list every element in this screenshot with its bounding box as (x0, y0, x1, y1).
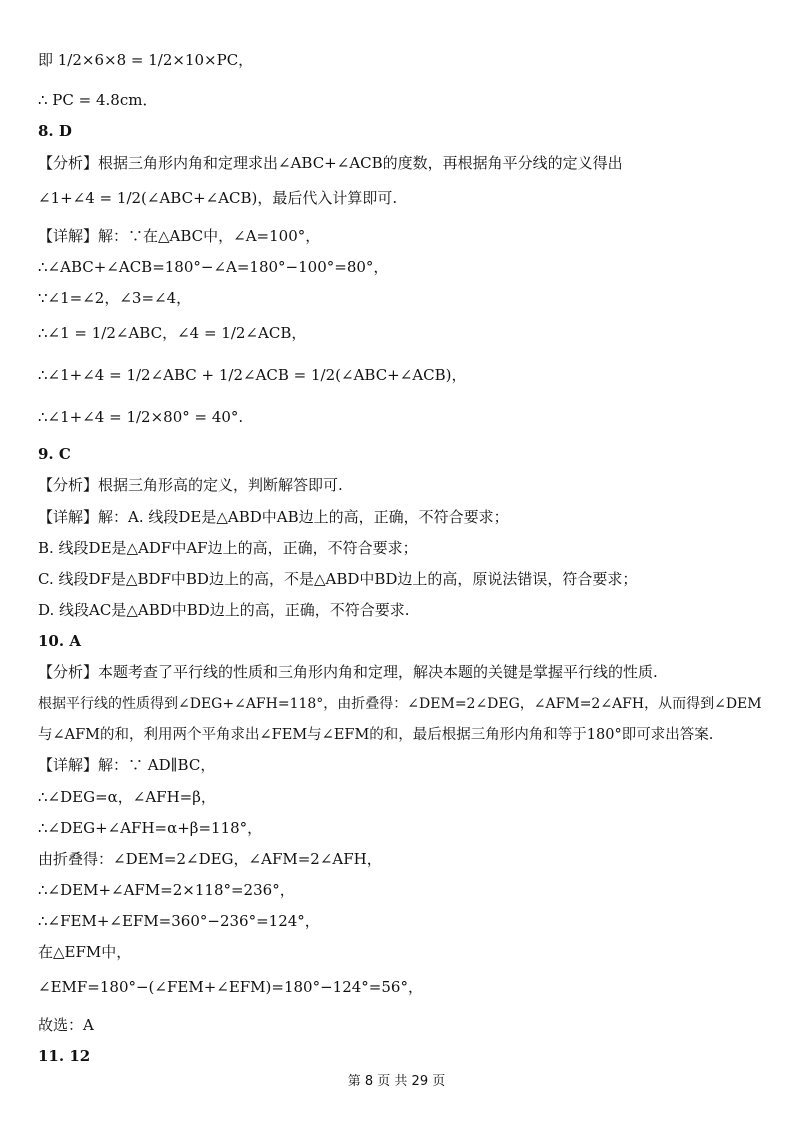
line-17-text: D. 线段AC是△ABD中BD边上的高，正确，不符合要求. (38, 601, 410, 619)
question-9-answer (38, 444, 773, 464)
line-4-text: 【分析】根据三角形内角和定理求出∠ABC+∠ACB的度数，再根据角平分线的定义得出 (38, 154, 623, 172)
line-2-text: ∴ PC = 4.8cm． (38, 91, 158, 109)
text-line-24 (38, 818, 773, 838)
line-25-text: 由折叠得：∠DEM=2∠DEG，∠AFM=2∠AFH， (38, 850, 382, 868)
text-line-14 (38, 507, 773, 527)
text-line-10 (38, 365, 773, 385)
line-8-text: ∵∠1=∠2，∠3=∠4， (38, 289, 192, 307)
text-line-20 (38, 693, 773, 714)
question-8-answer (38, 121, 773, 141)
line-26-text: ∴∠DEM+∠AFM=2×118°=236°， (38, 881, 295, 899)
line-29-text: ∠EMF=180°−(∠FEM+∠EFM)=180°−124°=56°， (38, 978, 423, 996)
line-18-text: 10. A (38, 632, 81, 650)
text-line-26 (38, 880, 773, 900)
line-23-text: ∴∠DEG=α，∠AFH=β， (38, 788, 216, 806)
text-line-25 (38, 849, 773, 869)
page-footer: 第 8 页 共 29 页 (347, 1074, 446, 1089)
text-line-11 (38, 407, 773, 427)
text-line-29 (38, 977, 773, 997)
text-line-4 (38, 153, 773, 173)
line-19-text: 【分析】本题考查了平行线的性质和三角形内角和定理，解决本题的关键是掌握平行线的性质. (38, 663, 658, 681)
text-line-7 (38, 257, 773, 277)
text-line-1 (38, 50, 773, 70)
line-14-text: 【详解】解：A. 线段DE是△ABD中AB边上的高，正确，不符合要求； (38, 508, 509, 526)
line-9-text: ∴∠1 = 1/2∠ABC，∠4 = 1/2∠ACB， (38, 324, 307, 342)
text-line-17 (38, 600, 773, 620)
text-line-15 (38, 538, 773, 558)
text-line-21 (38, 724, 773, 745)
line-6-text: 【详解】解：∵在△ABC中，∠A=100°， (38, 227, 321, 245)
text-line-6 (38, 226, 773, 246)
line-22-text: 【详解】解：∵ AD∥BC， (38, 756, 216, 774)
text-line-23 (38, 787, 773, 807)
line-1-text: 即 1/2×6×8 = 1/2×10×PC， (38, 51, 254, 69)
text-line-28 (38, 942, 773, 962)
line-3-text: 8. D (38, 122, 72, 140)
line-16-text: C. 线段DF是△BDF中BD边上的高，不是△ABD中BD边上的高，原说法错误，符合要求； (38, 570, 638, 588)
line-27-text: ∴∠FEM+∠EFM=360°−236°=124°， (38, 912, 320, 930)
text-line-30 (38, 1015, 773, 1035)
text-line-9 (38, 323, 773, 343)
text-line-19 (38, 662, 773, 682)
line-21-text: 与∠AFM的和，利用两个平角求出∠FEM与∠EFM的和，最后根据三角形内角和等于180°即可求出答案. (38, 727, 714, 743)
text-line-16 (38, 569, 773, 589)
text-line-27 (38, 911, 773, 931)
line-11-text: ∴∠1+∠4 = 1/2×80° = 40°. (38, 408, 244, 426)
question-11-answer (38, 1046, 773, 1066)
line-24-text: ∴∠DEG+∠AFH=α+β=118°， (38, 819, 263, 837)
line-20-text: 根据平行线的性质得到∠DEG+∠AFH=118°，由折叠得：∠DEM=2∠DEG，∠AFM=2∠AFH，从而得到∠DEM (38, 696, 762, 712)
text-line-13 (38, 475, 773, 495)
question-10-answer (38, 631, 773, 651)
text-line-22 (38, 755, 773, 775)
line-10-text: ∴∠1+∠4 = 1/2∠ABC + 1/2∠ACB = 1/2(∠ABC+∠ACB)， (38, 366, 467, 384)
line-13-text: 【分析】根据三角形高的定义，判断解答即可. (38, 476, 343, 494)
line-15-text: B. 线段DE是△ADF中AF边上的高，正确，不符合要求； (38, 539, 418, 557)
line-5-text: ∠1+∠4 = 1/2(∠ABC+∠ACB)，最后代入计算即可. (38, 189, 398, 207)
text-line-5 (38, 188, 773, 208)
line-12-text: 9. C (38, 445, 71, 463)
text-line-8 (38, 288, 773, 308)
text-line-2 (38, 90, 773, 110)
line-28-text: 在△EFM中， (38, 943, 132, 961)
line-30-text: 故选：A (38, 1016, 94, 1034)
line-31-text: 11. 12 (38, 1047, 91, 1065)
line-7-text: ∴∠ABC+∠ACB=180°−∠A=180°−100°=80°， (38, 258, 389, 276)
